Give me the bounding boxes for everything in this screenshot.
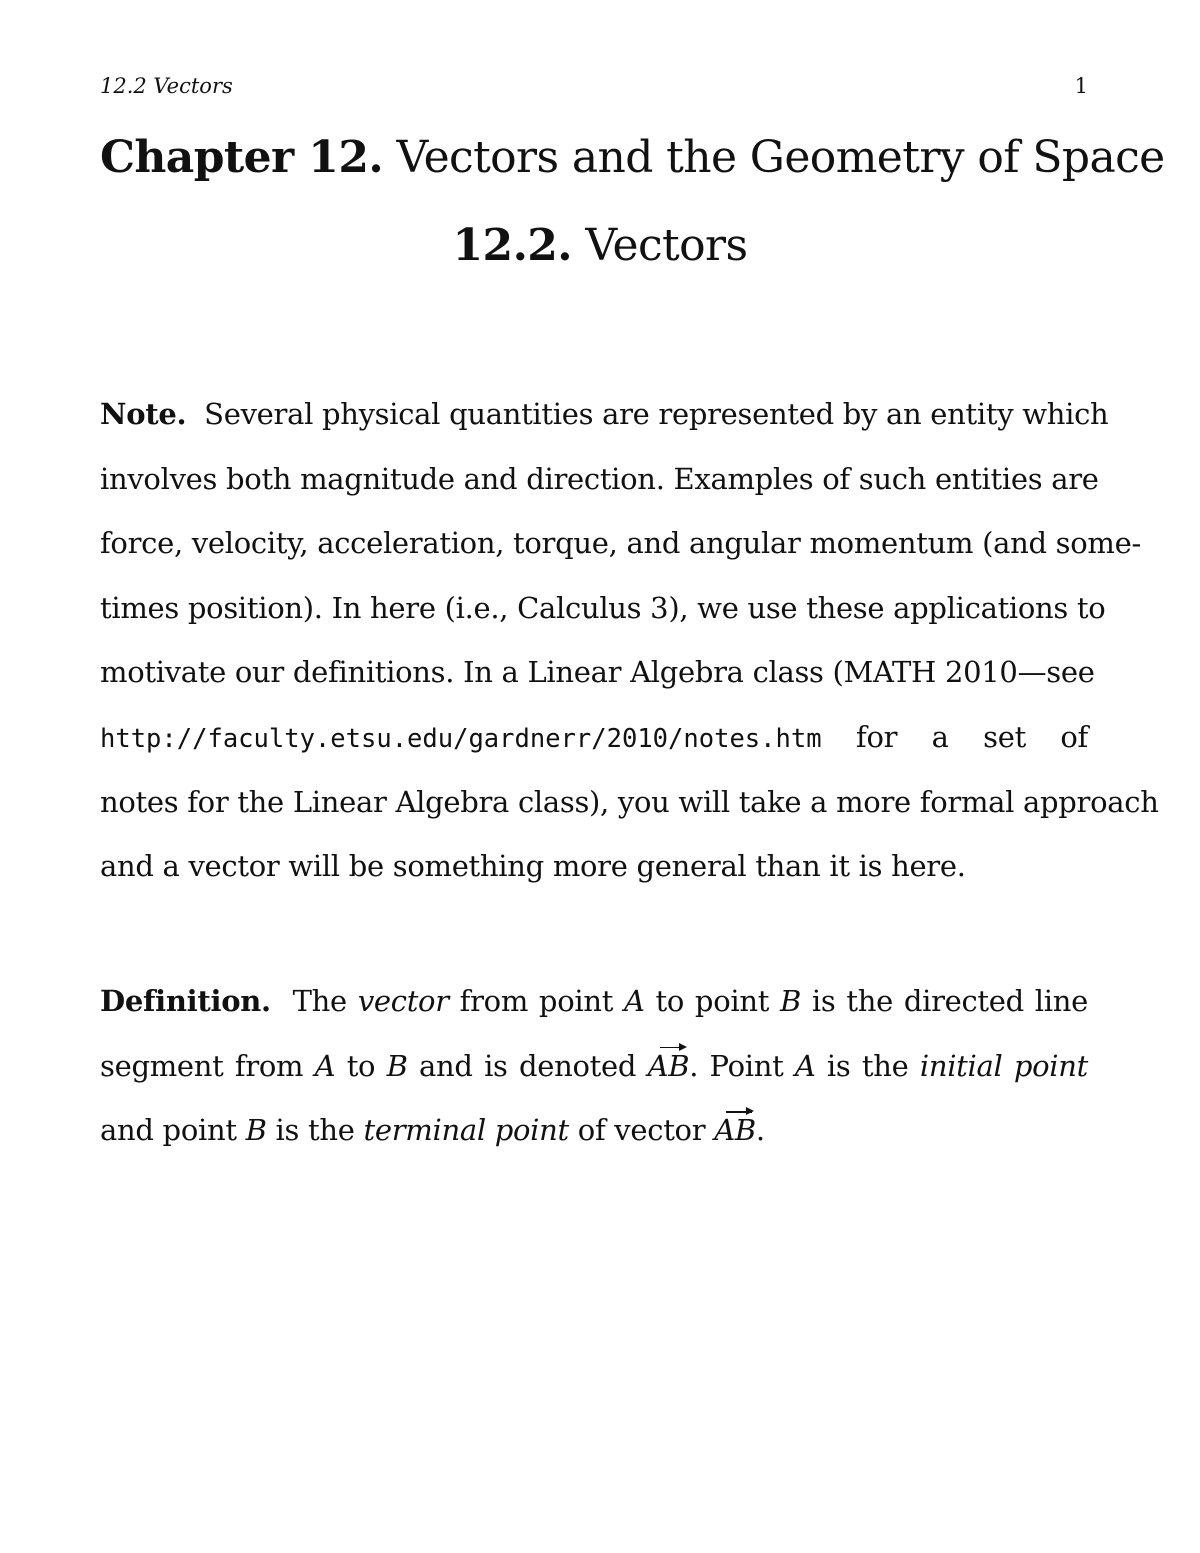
chapter-title — [100, 132, 1165, 183]
note-line-7: notes for the Linear Algebra class), you will take a more formal approach — [100, 784, 1159, 819]
running-head: 12.2 Vectors — [100, 74, 233, 98]
vector-ab-symbol: AB — [714, 1113, 756, 1148]
page-number: 1 — [1074, 74, 1088, 98]
vector-ab-symbol: AB — [647, 1048, 690, 1083]
chapter-name: Vectors and the Geometry of Space — [396, 132, 1165, 183]
definition-label: Definition. — [100, 984, 271, 1018]
note-line-4: times position). In here (i.e., Calculus 3), we use these applications to — [100, 590, 1106, 625]
note-line-2: involves both magnitude and direction. Examples of such entities are — [100, 461, 1099, 496]
section-name: Vectors — [585, 220, 748, 271]
note-line-6: http://faculty.etsu.edu/gardnerr/2010/notes.htm for a set of — [100, 719, 1088, 754]
notes-url-link[interactable]: http://faculty.etsu.edu/gardnerr/2010/notes.htm — [100, 723, 822, 754]
term-vector: vector — [357, 984, 449, 1018]
definition-line-3: and point B is the terminal point of vector AB. — [100, 1113, 765, 1148]
definition-line-1: Definition. The vector from point A to point B is the directed line — [100, 984, 1088, 1018]
note-paragraph — [100, 382, 1159, 899]
note-line-3: force, velocity, acceleration, torque, and angular momentum (and some- — [100, 526, 1141, 561]
definition-line-2: segment from A to B and is denoted AB. Point A is the initial point — [100, 1048, 1088, 1083]
chapter-label: Chapter 12. — [100, 132, 384, 183]
note-line-1: Note. Several physical quantities are represented by an entity which — [100, 397, 1109, 431]
note-label: Note. — [100, 397, 187, 431]
term-initial-point: initial point — [919, 1048, 1088, 1083]
definition-paragraph — [100, 969, 1088, 1163]
section-title — [0, 220, 1200, 271]
note-line-5: motivate our definitions. In a Linear Algebra class (MATH 2010—see — [100, 655, 1095, 690]
section-number: 12.2. — [452, 220, 573, 271]
term-terminal-point: terminal point — [363, 1113, 569, 1148]
note-line-8: and a vector will be something more general than it is here. — [100, 849, 966, 884]
